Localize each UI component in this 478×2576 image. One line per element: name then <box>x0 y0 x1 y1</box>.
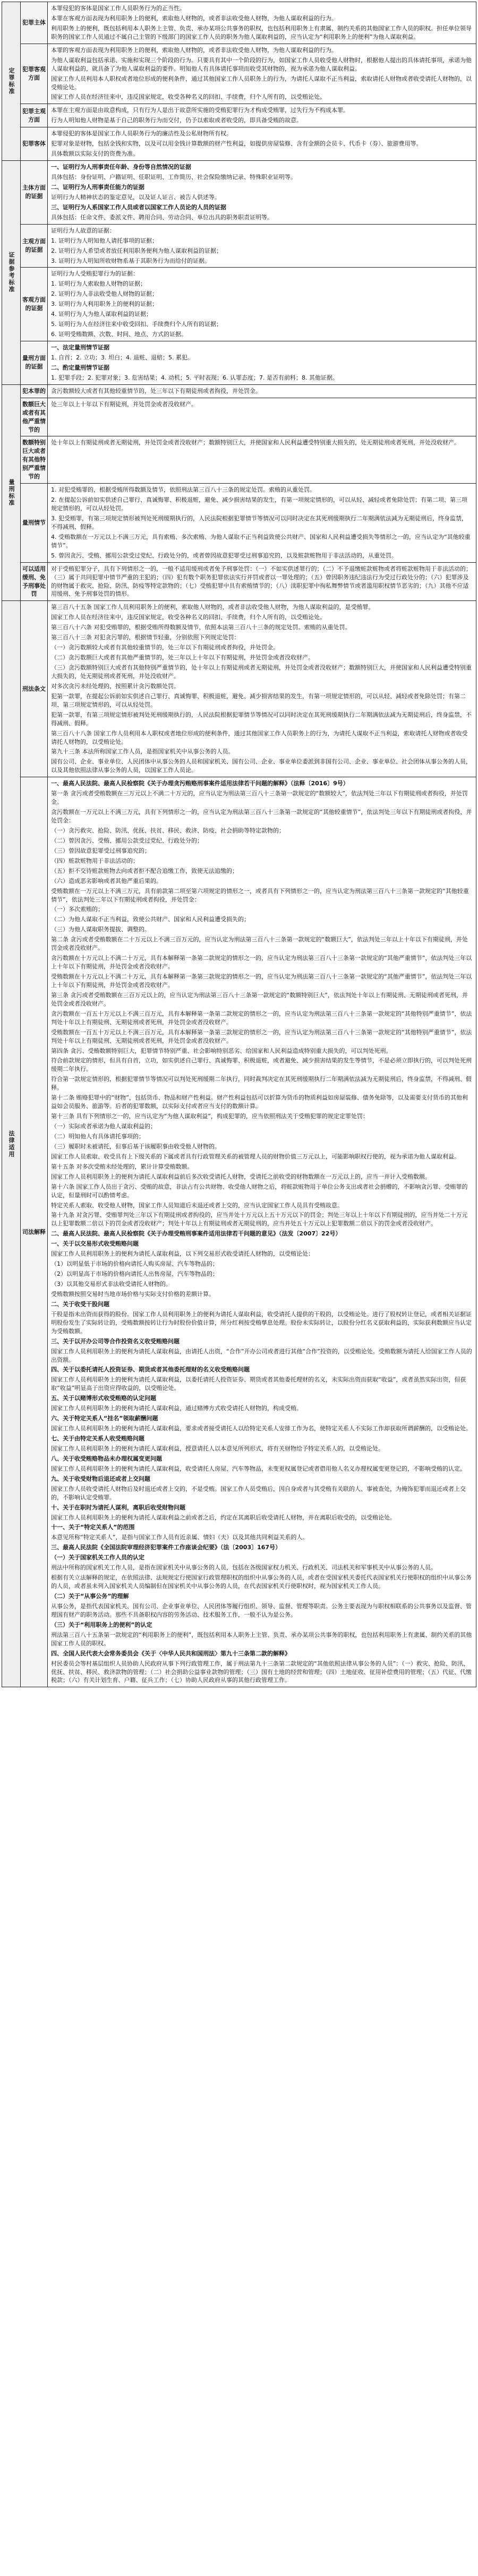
row-label-cell <box>21 224 48 268</box>
content-paragraph: 证明行为人受贿犯罪行为的证据： <box>51 270 139 278</box>
table-row <box>2 777 476 1687</box>
content-paragraph: 4. 受贿数额在一万元以上不满三万元，具有索贿、多次索贿、为他人谋取不正当利益致使公共财产、国家和人民利益遭受损失等情形之一的，应当认定为“其他较重情节”。 <box>51 533 471 549</box>
category-cell <box>2 2 21 161</box>
content-paragraph: 对于受贿犯罪分子，具有下列情形之一的，一般不适用缓刑或者免予刑事处罚：（一）不如实供述罪行的；（二）不予退缴赃款赃物或者将赃款赃物用于非法活动的；（三）属于共同犯罪中情节严重的主犯的；（四）犯有数个职务犯罪依法实行并罚或者以一罪处理的；（五）曾因职务违纪违法行为受过行政处分的；（六）犯罪涉及的财物属于救灾、抢险、防汛、防疫等特定款物的；（七）受贿犯罪中具有索贿情节的；（八）渎职犯罪中徇私舞弊情节或者滥用职权情节恶劣的；（九）其他不应适用缓刑、免予刑事处罚的情形。 <box>51 565 472 598</box>
category-cell <box>2 601 21 1687</box>
row-label: 客观方面的证据 <box>22 296 46 312</box>
row-label-cell <box>21 104 48 127</box>
content-paragraph: 犯第一款罪，在提起公诉前如实供述自己罪行、真诚悔罪、积极退赃，避免、减少损害结果的发生，有第一项规定情形的，可以从轻、减轻或者免除处罚；有第二项、第三项规定情形的，可以从轻处罚。 <box>51 692 466 708</box>
content-paragraph: 贪污数额较大或者有其他较重情节的，处三年以下有期徒刑或者拘役，并处罚金。 <box>51 387 261 394</box>
content-paragraph: 利用职务上的便利，既包括利用本人职务上主管、负责、承办某项公共事务的职权，也包括利用职务上有隶属、制约关系的其他国家工作人员的职权。担任单位领导职务的国家工作人员通过不属自己主管的下级部门的国家工作人员的职务为他人谋取利益的，应当认定为“利用职务上的便利”为他人谋取利益。 <box>51 24 472 40</box>
content-paragraph: 第四条 贪污、受贿数额特别巨大，犯罪情节特别严重、社会影响特别恶劣、给国家和人民利益造成特别重大损失的，可以判处死刑。 <box>51 1047 392 1054</box>
content-paragraph: （二）为他人谋取不正当利益，致使公共财产、国家和人民利益遭受损失的； <box>51 916 250 923</box>
content-paragraph: 本罪侵犯的客体是国家工作人员职务行为的正当性。 <box>51 5 185 12</box>
content-paragraph: 1. 犯罪手段；2. 犯罪对象；3. 危害结果；4. 动机；5. 平时表现；6. 认罪态度；7. 是否有前科；8. 其他证据。 <box>51 374 338 381</box>
category-cell <box>2 384 21 601</box>
content-paragraph: 具体包括：任命文件、委派文件、聘用合同、劳动合同、单位出具的职务职责证明等。 <box>51 213 273 221</box>
table-row <box>2 161 476 225</box>
content-paragraph: 第二条 贪污或者受贿数额在二十万元以上不满三百万元的，应当认定为刑法第三百八十三条第一款规定的“数额巨大”，依法判处三年以上十年以下有期徒刑，并处罚金或者没收财产。 <box>51 936 468 952</box>
content-paragraph: 本罪的客观方面表现为利用职务上的便利，索取他人财物的，或者非法收受他人财物，为他人谋取利益的行为。 <box>51 46 337 54</box>
content-paragraph: （三）关于“利用职务上的便利”的认定 <box>51 1621 152 1628</box>
content-paragraph: 6. 证明受贿数额、次数、时间、地点、方式的证据。 <box>51 331 187 338</box>
row-label-cell <box>21 127 48 161</box>
row-content-cell <box>48 777 476 1687</box>
content-paragraph: 本罪侵犯的客体是国家工作人员职务行为的廉洁性及公私财物所有权。 <box>51 130 232 138</box>
content-paragraph: 贪污数额在一万元以上不满三万元，具有下列情形之一的，应当认定为刑法第三百八十三条第一款规定的“其他较重情节”，依法判处三年以下有期徒刑或者拘役，并处罚金： <box>51 809 472 824</box>
content-paragraph: （2）以明显高于市场的价格向请托人出售房屋、汽车等物品的； <box>51 1270 218 1278</box>
content-paragraph: 行为人明知他人财物是基于自己的职务行为而交付，仍予以索取或者收受的，即具备受贿的故意。 <box>51 117 302 124</box>
content-paragraph: （3）以其他交易形式非法收受请托人财物的。 <box>51 1281 172 1287</box>
row-label-cell <box>21 398 48 436</box>
row-content-cell <box>48 104 476 127</box>
content-paragraph: 国家工作人员收受请托人财物后及时退还或者上交的，不是受贿。国家工作人员受贿后，因自身或者与其受贿有关联的人、事被查处，为掩饰犯罪而退还或者上交的，不影响认定受贿罪。 <box>51 1485 466 1501</box>
content-paragraph: （五）拒不交待赃款赃物去向或者拒不配合追缴工作，致使无法追缴的； <box>51 867 238 874</box>
row-label-cell <box>21 44 48 104</box>
content-paragraph: 本罪在主观方面是由故意构成，只有行为人是出于故意所实施的受贿犯罪行为才构成受贿罪，过失行为不构成本罪。 <box>51 107 349 114</box>
content-paragraph: （三）履职时未被请托，但事后基于该履职事由收受他人财物的。 <box>51 1143 220 1150</box>
content-paragraph: 三、证明行为人系国家工作人员或者以国家工作人员论的人员的证据 <box>51 203 226 211</box>
content-paragraph: （四）赃款赃物用于非法活动的； <box>51 857 139 864</box>
content-paragraph: 2. 证明行为人希望或者放任利用职务便利为他人谋取利益的证据； <box>51 247 222 254</box>
content-paragraph: 第三百八十五条 国家工作人员利用职务上的便利，索取他人财物的，或者非法收受他人财物，为他人谋取利益的，是受贿罪。 <box>51 604 374 611</box>
content-paragraph: （二）贪污数额巨大或者有其他严重情节的，处三年以上十年以下有期徒刑，并处罚金或者没收财产。 <box>51 654 314 662</box>
content-paragraph: 具体数额以实际支付的资费为准。 <box>51 150 139 158</box>
content-paragraph: 一、法定量刑情节证据 <box>51 344 109 351</box>
table-body <box>2 2 476 1687</box>
content-paragraph: 证明行为人故意的证据： <box>51 227 115 234</box>
content-paragraph: 2. 在提起公诉前如实供述自己罪行、真诚悔罪、积极退赃，避免、减少损害结果的发生，有第一项规定情形的，可以从轻、减轻或者免除处罚；有第二项、第三项规定情形的，可以从轻处罚。 <box>51 496 467 512</box>
content-paragraph: 1. 对犯受贿罪的，根据受贿所得数额及情节，依照刑法第三百八十三条的规定处罚。索贿的从重处罚。 <box>51 486 315 494</box>
row-label-cell <box>21 341 48 385</box>
table-row <box>2 2 476 44</box>
category-label: 证据参考标准 <box>7 252 15 294</box>
content-paragraph: （二）明知他人有具体请托事项的； <box>51 1132 144 1140</box>
row-label-cell <box>21 2 48 44</box>
content-paragraph: （1）以明显低于市场的价格向请托人购买房屋、汽车等物品的； <box>51 1260 218 1268</box>
content-paragraph: 国家工作人员索取、收受具有上下级关系的下属或者具有行政管理关系的被管理人员的财物价值三万元以上，可能影响职权行使的，视为承诺为他人谋取利益。 <box>51 1153 460 1160</box>
category-label: 法律适用 <box>7 1130 15 1158</box>
row-label-cell <box>21 562 48 601</box>
content-paragraph: 三、最高人民法院《全国法院审理经济犯罪案件工作座谈会纪要》（法〔2003〕167号） <box>51 1544 281 1551</box>
row-label-cell <box>21 601 48 777</box>
table-row <box>2 104 476 127</box>
content-paragraph: 特定关系人索取、收受他人财物，国家工作人员知道后未退还或者上交的，应当认定国家工作人员具有受贿故意。 <box>51 1201 343 1209</box>
content-paragraph: 3. 犯受贿罪，有第三项规定情形被判处死刑缓期执行的，人民法院根据犯罪情节等情况可以同时决定在其死刑缓期执行二年期满依法减为无期徒刑后，终身监禁，不得减刑、假释。 <box>51 514 467 530</box>
content-paragraph: 根据有关立法解释的规定，在依照法律、法规规定行使国家行政管理职权的组织中从事公务的人员，或者在受国家机关委托代表国家机关行使职权的组织中从事公务的人员，或者虽未列入国家机关人员编制但在国家机关中从事公务的人员，在代表国家机关行使职权时，视为国家机关工作人员。 <box>51 1574 472 1590</box>
row-label-cell <box>21 777 48 1687</box>
content-paragraph: 5. 证明行为人在经济往来中收受回扣、手续费归个人所有的证据； <box>51 321 222 328</box>
row-label: 量刑方面的证据 <box>22 355 46 371</box>
content-paragraph: （一）多次索贿的； <box>51 906 104 913</box>
content-paragraph: 受贿数额在十万元以上不满二十万元，具有本解释第一条第三款规定的情形之一的，应当认定为刑法第三百八十三条第一款规定的“其他严重情节”，依法判处三年以上十年以下有期徒刑，并处罚金或者没收财产。 <box>51 973 472 989</box>
content-paragraph: 十一、关于“特定关系人”的范围 <box>51 1524 135 1531</box>
table-row <box>2 127 476 161</box>
table-row <box>2 601 476 777</box>
content-paragraph: 七、关于由特定关系人收受贿赂问题 <box>51 1435 144 1442</box>
category-cell <box>2 161 21 385</box>
content-paragraph: 国家工作人员利用职务上的便利为请托人谋取利益，以委托请托人投资证券、期货或者其他委托理财的名义，未实际出资而获取“收益”，或者虽然实际出资，但获取“收益”明显高于出资应得收益的，以受贿论处。 <box>51 1376 466 1392</box>
content-paragraph: 国家工作人员在经济往来中，违反国家规定，收受各种名义的回扣、手续费，归个人所有的，以受贿论处。 <box>51 93 326 101</box>
content-paragraph: 受贿数额按照交易时当地市场价格与实际支付价格的差额计算。 <box>51 1290 215 1298</box>
row-label: 犯罪客体 <box>22 140 46 148</box>
content-paragraph: 具体包括：身份证明、户籍证明、任职证明、工作简历、社会保险缴纳记录、特殊职业证明等。 <box>51 174 296 181</box>
row-content-cell <box>48 2 476 44</box>
row-content-cell <box>48 44 476 104</box>
row-content-cell <box>48 398 476 436</box>
content-paragraph: 干股是指未出资而获得的股份。国家工作人员利用职务上的便利为请托人谋取利益，收受请托人提供的干股的，以受贿论处。进行了股权转让登记，或者相关证据证明股份发生了实际转让的，受贿数额按转让行为时股份价值计算，所分红利按受贿孳息处理。股份未实际转让，以股份分红名义获取利益的，实际获利数额应当认定为受贿数额。 <box>51 1310 472 1335</box>
content-paragraph: 二、证明行为人刑事责任能力的证据 <box>51 183 144 191</box>
content-paragraph: （三）为他人谋取职务提拔、调整的。 <box>51 926 150 933</box>
content-paragraph: 符合前款规定的情形，但具有自首，立功，如实供述自己罪行、真诚悔罪、积极退赃，或者避免、减少损害结果的发生等情节，不是必须立即执行的，可以判处死刑缓期二年执行。 <box>51 1057 472 1073</box>
content-paragraph: 国家工作人员利用职务上的便利为请托人谋取利益，由请托人出资，“合作”开办公司或者进行其他“合作”投资的，以受贿论处。受贿数额为请托人给国家工作人员的出资额。 <box>51 1347 472 1363</box>
row-content-cell <box>48 562 476 601</box>
category-label: 量刑标准 <box>7 479 15 507</box>
content-paragraph: 为他人谋取利益包括承诺、实施和实现三个阶段的行为。只要具有其中一个阶段的行为，如国家工作人员收受他人财物时，根据他人提出的具体请托事项，承诺为他人谋取利益的，就具备了为他人谋取利益的要件。明知他人有具体请托事项而收受其财物的，视为承诺为他人谋取利益。 <box>51 56 472 72</box>
content-paragraph: 十、关于在职时为请托人谋利，离职后收受财物问题 <box>51 1504 185 1511</box>
content-paragraph: 1. 证明行为人明知他人请托事项的证据； <box>51 237 158 244</box>
content-paragraph: 国家工作人员利用职务上的便利为请托人谋取利益前后多次收受请托人财物，受请托之前收受的财物数额在一万元以上的，应当一并计入受贿数额。 <box>51 1173 431 1180</box>
content-paragraph: （二）关于“从事公务”的理解 <box>51 1593 129 1600</box>
row-label: 数额特别巨大或者有其他特别严重情节的 <box>22 439 46 480</box>
content-paragraph: 五、关于以赌博形式收受贿赂的认定问题 <box>51 1395 156 1402</box>
row-label: 刑法条文 <box>22 685 46 692</box>
content-paragraph: 刑法第三百八十五条第一款规定的“利用职务上的便利”，既包括利用本人职务上主管、负责、承办某项公共事务的职权，也包括利用职务上有隶属、制约关系的其他国家工作人员的职权。 <box>51 1631 472 1647</box>
content-paragraph: 第十三条 具有下列情形之一的，应当认定为“为他人谋取利益”，构成犯罪的，应当依照刑法关于受贿犯罪的规定定罪处罚： <box>51 1113 369 1120</box>
content-paragraph: 从事公务，是指代表国家机关、国有公司、企业事业单位、人民团体等履行组织、领导、监督、管理等职责。公务主要表现为与职权相联系的公共事务以及监督、管理国有财产的职务活动。那些不具备职权内容的劳务活动、技术服务工作，一般不认为是公务。 <box>51 1602 472 1618</box>
row-content-cell <box>48 268 476 341</box>
content-paragraph: 本罪在客观方面表现为利用职务上的便利，索取他人财物的，或者非法收受他人财物，为他人谋取利益的行为。 <box>51 14 337 22</box>
row-content-cell <box>48 436 476 484</box>
content-paragraph: 六、关于特定关系人“挂名”领取薪酬问题 <box>51 1415 158 1422</box>
table-row <box>2 224 476 268</box>
content-paragraph: 处三年以上十年以下有期徒刑，并处罚金或者没收财产。 <box>51 400 197 408</box>
content-paragraph: 1. 自首；2. 立功；3. 坦白；4. 退赃、退赔；5. 累犯。 <box>51 354 193 361</box>
content-paragraph: 国家工作人员利用职务上的便利为请托人谋取利益，授意请托人以本意见所列形式，将有关财物给予特定关系人的，以受贿论处。 <box>51 1445 384 1452</box>
row-label-cell <box>21 436 48 484</box>
content-paragraph: （一）关于国家机关工作人员的认定 <box>51 1554 144 1561</box>
content-paragraph: 四、全国人民代表大会常务委员会《关于〈中华人民共和国刑法〉第九十三条第二款的解释》 <box>51 1650 291 1657</box>
row-content-cell <box>48 384 476 398</box>
content-paragraph: 第十九条 对贪污罪、受贿罪判处三年以下有期徒刑或者拘役的，应当并处十万元以上五十万元以下的罚金；判处三年以上十年以下有期徒刑的，应当并处二十万元以上犯罪数额二倍以下的罚金或者没收财产；判处十年以上有期徒刑或者无期徒刑的，应当并处五十万元以上犯罪数额二倍以下的罚金或者没收财产。 <box>51 1212 468 1227</box>
table-row <box>2 484 476 563</box>
content-paragraph: 二、关于收受干股问题 <box>51 1300 109 1308</box>
content-paragraph: 受贿数额在一万元以上不满三万元，具有前款第二项至第六项规定的情形之一，或者具有下列情形之一的，应当认定为刑法第三百八十三条第一款规定的“其他较重情节”，依法判处三年以下有期徒刑或者拘役，并处罚金： <box>51 887 469 903</box>
content-paragraph: 九、关于收受财物后退还或者上交问题 <box>51 1475 150 1482</box>
row-label: 主体方面的证据 <box>22 184 46 200</box>
content-paragraph: 国有公司、企业、事业单位、人民团体中从事公务的人员和国家机关、国有公司、企业、事业单位委派到非国有公司、企业、事业单位、社会团体从事公务的人员，以及其他依照法律从事公务的人员，以国家工作人员论。 <box>51 758 472 774</box>
content-paragraph: 三、关于以开办公司等合作投资名义收受贿赂问题 <box>51 1337 180 1345</box>
content-paragraph: 第十五条 对多次受贿未经处理的，累计计算受贿数额。 <box>51 1163 193 1170</box>
row-label: 可以适用缓刑、免予刑事处罚 <box>22 565 46 598</box>
content-paragraph: 第一条 贪污或者受贿数额在三万元以上不满二十万元的，应当认定为刑法第三百八十三条第一款规定的“数额较大”，依法判处三年以下有期徒刑或者拘役，并处罚金。 <box>51 790 468 806</box>
content-paragraph: 四、关于以委托请托人投资证券、期货或者其他委托理财的名义收受贿赂问题 <box>51 1366 250 1373</box>
content-paragraph: 一、证明行为人刑事责任年龄、身份等自然情况的证据 <box>51 164 191 171</box>
content-paragraph: 第三条 贪污或者受贿数额在三百万元以上的，应当认定为刑法第三百八十三条第一款规定的“数额特别巨大”，依法判处十年以上有期徒刑、无期徒刑或者死刑，并处罚金或者没收财产。 <box>51 991 468 1007</box>
content-paragraph: 第十二条 贿赂犯罪中的“财物”，包括货币、物品和财产性利益。财产性利益包括可以折算为货币的物质利益如房屋装修、债务免除等，以及需要支付货币的其他利益如会员服务、旅游等。后者的犯罪数额，以实际支付或者应当支付的数额计算。 <box>51 1094 468 1110</box>
row-content-cell <box>48 161 476 225</box>
content-paragraph: 一、关于以交易形式收受贿赂问题 <box>51 1240 139 1248</box>
content-paragraph: 第三百八十三条 对犯贪污罪的，根据情节轻重，分别依照下列规定处罚： <box>51 634 240 641</box>
row-label: 犯罪主观方面 <box>22 107 46 123</box>
content-paragraph: 国家工作人员利用职务上的便利为请托人谋取利益之前或者之后，约定在其离职后收受请托人财物，并在离职后收受的，以受贿论处。 <box>51 1514 396 1521</box>
content-paragraph: （三）贪污数额特别巨大或者有其他特别严重情节的，处十年以上有期徒刑或者无期徒刑，并处罚金或者没收财产；数额特别巨大，并使国家和人民利益遭受特别重大损失的，处无期徒刑或者死刑，并处没收财产。 <box>51 664 472 680</box>
content-paragraph: 第十六条 国家工作人员出于贪污、受贿的故意，非法占有公共财物、收受他人财物之后，将赃款赃物用于单位公务支出或者社会捐赠的，不影响贪污罪、受贿罪的认定，但量刑时可以酌情考虑。 <box>51 1183 468 1199</box>
content-paragraph: 对多次贪污未经处理的，按照累计贪污数额处罚。 <box>51 682 180 690</box>
content-paragraph: 4. 证明行为人为他人谋取利益的证据； <box>51 311 152 318</box>
content-paragraph: （六）造成恶劣影响或者其他严重后果的。 <box>51 877 162 885</box>
content-paragraph: 受贿数额在一百五十万元以上不满三百万元，具有本解释第一条第三款规定的情形之一的，应当认定为刑法第三百八十三条第一款规定的“其他特别严重情节”，依法判处十年以上有期徒刑、无期徒刑或者死刑，并处罚金或者没收财产。 <box>51 1028 472 1044</box>
content-paragraph: 符合第一款规定情形的，根据犯罪情节等情况可以判处死刑缓期二年执行，同时裁判决定在其死刑缓期执行二年期满依法减为无期徒刑后，终身监禁，不得减刑、假释。 <box>51 1076 472 1092</box>
content-paragraph: （一）贪污救灾、抢险、防汛、优抚、扶贫、移民、救济、防疫、社会捐助等特定款物的； <box>51 827 285 834</box>
row-label: 主观方面的证据 <box>22 238 46 254</box>
content-paragraph: 2. 证明行为人非法收受他人财物的证据； <box>51 290 158 298</box>
content-paragraph: （三）曾因故意犯罪受过刑事追究的； <box>51 847 150 854</box>
content-paragraph: 5. 曾因贪污、受贿、挪用公款受过党纪、行政处分的，或者曾因故意犯罪受过刑事追究的，以及赃款赃物用于非法活动的，从重处罚。 <box>51 552 397 559</box>
content-paragraph: 国家工作人员利用职务上的便利为请托人谋取利益，以下列交易形式收受请托人财物的，以受贿论处： <box>51 1250 314 1258</box>
content-paragraph: 3. 证明行为人明知所收财物系基于其职务行为而给付的证据。 <box>51 257 210 264</box>
content-paragraph: 国家工作人员利用本人职权或者地位形成的便利条件，通过其他国家工作人员职务上的行为，为请托人谋取不正当利益，索取请托人财物或者收受请托人财物的，以受贿论处。 <box>51 75 472 91</box>
content-paragraph: 证明行为人精神状态的鉴定意见，以及证人证言、被告人供述等。 <box>51 193 220 201</box>
content-paragraph: 国家工作人员在经济往来中，违反国家规定，收受各种名义的回扣、手续费，归个人所有的，以受贿论处。 <box>51 614 326 621</box>
table-row <box>2 268 476 341</box>
content-paragraph: 第九十三条 本法所称国家工作人员，是指国家机关中从事公务的人员。 <box>51 748 234 755</box>
row-label: 犯本罪的 <box>22 387 46 394</box>
content-paragraph: 一、最高人民法院、最高人民检察院《关于办理贪污贿赂刑事案件适用法律若干问题的解释》（法释〔2016〕9号） <box>51 780 349 787</box>
content-paragraph: 国家工作人员利用职务上的便利为请托人谋取利益，通过赌博方式收受请托人财物的，构成受贿。 <box>51 1405 302 1412</box>
table-row <box>2 341 476 385</box>
row-label-cell <box>21 161 48 225</box>
row-label: 数额巨大或者有其他严重情节的 <box>22 400 46 433</box>
content-paragraph: 处十年以上有期徒刑或者无期徒刑，并处罚金或者没收财产；数额特别巨大，并使国家和人民利益遭受特别重大损失的，处无期徒刑或者死刑，并处没收财产。 <box>51 439 460 446</box>
content-paragraph: （二）曾因贪污、受贿、挪用公款受过党纪、行政处分的； <box>51 837 203 844</box>
table-row <box>2 562 476 601</box>
content-paragraph: 八、关于收受贿赂物品未办理权属变更问题 <box>51 1455 162 1462</box>
table-row <box>2 398 476 436</box>
row-content-cell <box>48 601 476 777</box>
content-paragraph: 犯罪对象是财物，包括金钱和实物，以及可以用金钱计算数额的财产性利益，如提供房屋装修、含有金额的会员卡、代币卡（券）、旅游费用等。 <box>51 140 422 148</box>
content-paragraph: 国家工作人员利用职务上的便利为请托人谋取利益，收受请托人房屋、汽车等物品，未变更权属登记或者借用他人名义办理权属变更登记的，不影响受贿的认定。 <box>51 1465 466 1472</box>
content-paragraph: 第三百八十六条 对犯受贿罪的，根据受贿所得数额及情节，依照本法第三百八十三条的规定处罚。索贿的从重处罚。 <box>51 624 351 631</box>
content-paragraph: 第三百八十八条 国家工作人员利用本人职权或者地位形成的便利条件，通过其他国家工作人员职务上的行为，为请托人谋取不正当利益，索取请托人财物或者收受请托人财物的，以受贿论处。 <box>51 729 468 745</box>
content-paragraph: 犯第一款罪，有第三项规定情形被判处死刑缓期执行的，人民法院根据犯罪情节等情况可以同时决定在其死刑缓期执行二年期满依法减为无期徒刑后，终身监禁，不得减刑、假释。 <box>51 711 472 727</box>
row-label-cell <box>21 268 48 341</box>
row-content-cell <box>48 341 476 385</box>
law-reference-table <box>2 2 476 1687</box>
table-row <box>2 384 476 398</box>
content-paragraph: 3. 证明行为人利用职务上的便利的证据； <box>51 300 158 308</box>
row-content-cell <box>48 484 476 563</box>
content-paragraph: 国家工作人员利用职务上的便利为请托人谋取利益，要求或者接受请托人以给特定关系人安排工作为名，使特定关系人不实际工作却获取所谓薪酬的，以受贿论处。 <box>51 1425 472 1432</box>
content-paragraph: 刑法中所称的国家机关工作人员，是指在国家机关中从事公务的人员，包括在各级国家权力机关、行政机关、司法机关和军事机关中从事公务的人员。 <box>51 1564 437 1572</box>
content-paragraph: （一）实际或者承诺为他人谋取利益的； <box>51 1123 156 1130</box>
table-row <box>2 44 476 104</box>
row-label-cell <box>21 384 48 398</box>
row-label: 犯罪客观方面 <box>22 66 46 82</box>
category-label: 定罪标准 <box>7 67 15 96</box>
row-label-cell <box>21 484 48 563</box>
table-row <box>2 436 476 484</box>
row-label: 量刑情节 <box>22 519 46 526</box>
content-paragraph: 1. 证明行为人索取他人财物的证据； <box>51 280 146 288</box>
content-paragraph: 村民委员会等村基层组织人员协助人民政府从事下列行政管理工作，属于刑法第九十三条第二款规定的“其他依照法律从事公务的人员”：（一）救灾、抢险、防汛、优抚、扶贫、移民、救济款物的管理；（二）社会捐助公益事业款物的管理；（三）国有土地的经营和管理；（四）土地征收、征用补偿费用的管理；（五）代征、代缴税款；（六）有关计划生育、户籍、征兵工作；（七）协助人民政府从事的其他行政管理工作。 <box>51 1660 472 1684</box>
content-paragraph: 贪污数额在一百五十万元以上不满三百万元，具有本解释第一条第二款规定的情形之一的，应当认定为刑法第三百八十三条第一款规定的“其他特别严重情节”，依法判处十年以上有期徒刑、无期徒刑或者死刑，并处罚金或者没收财产。 <box>51 1010 472 1026</box>
row-content-cell <box>48 224 476 268</box>
row-label: 司法解释 <box>22 1228 46 1235</box>
row-label: 犯罪主体 <box>22 19 46 26</box>
content-paragraph: 二、最高人民法院、最高人民检察院《关于办理受贿刑事案件适用法律若干问题的意见》（法发〔2007〕22号） <box>51 1230 342 1238</box>
row-content-cell <box>48 127 476 161</box>
content-paragraph: 本意见所称“特定关系人”，是指与国家工作人员有近亲属、情妇（夫）以及其他共同利益关系的人。 <box>51 1534 309 1541</box>
content-paragraph: （一）贪污数额较大或者有其他较重情节的，处三年以下有期徒刑或者拘役，并处罚金。 <box>51 644 279 651</box>
content-paragraph: 二、酌定量刑情节证据 <box>51 364 109 371</box>
content-paragraph: 贪污数额在十万元以上不满二十万元，具有本解释第一条第二款规定的情形之一的，应当认定为刑法第三百八十三条第一款规定的“其他严重情节”，依法判处三年以上十年以下有期徒刑，并处罚金或者没收财产。 <box>51 955 472 971</box>
